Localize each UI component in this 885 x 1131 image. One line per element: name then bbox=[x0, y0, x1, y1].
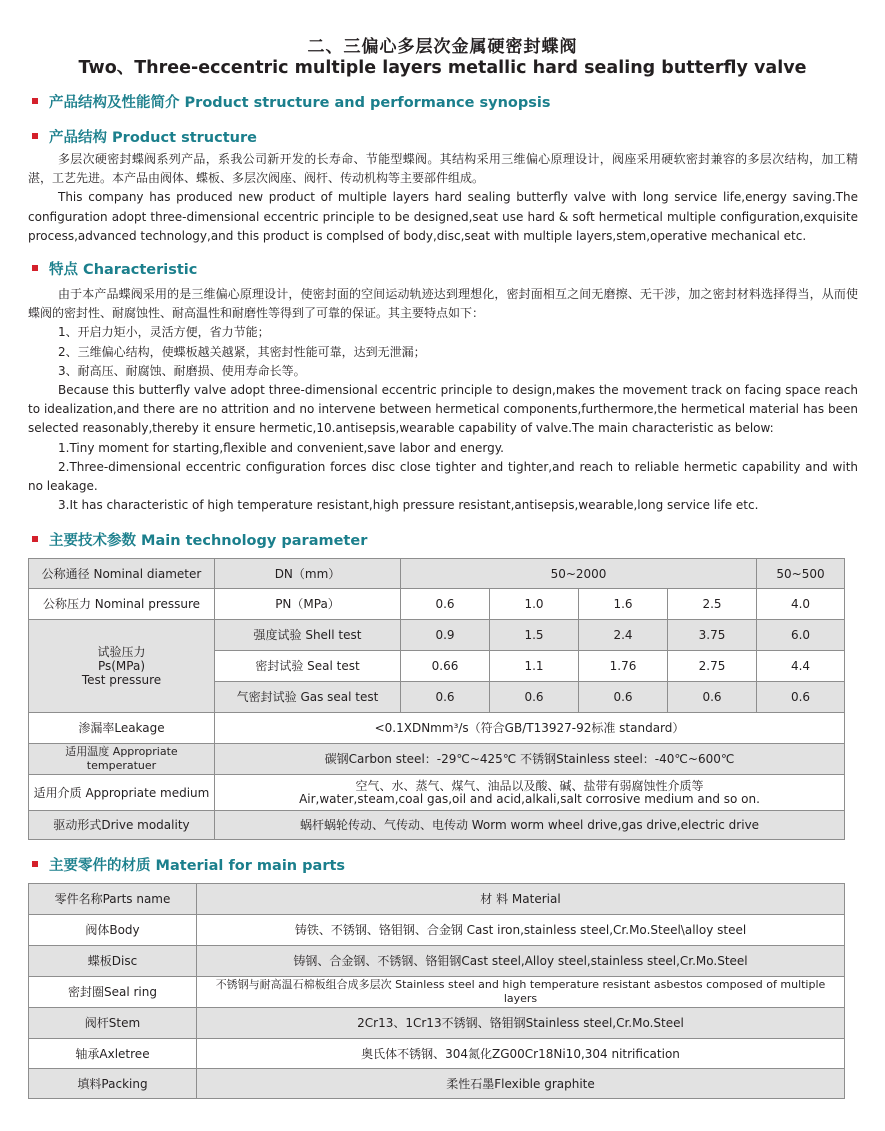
characteristic-item-cn-2: 2、三维偏心结构，使蝶板越关越紧，其密封性能可靠，达到无泄漏； bbox=[58, 344, 426, 359]
table-row bbox=[29, 811, 845, 840]
seal-test-label: 密封试验 Seal test bbox=[215, 651, 401, 682]
part-material-cell: 不锈钢与耐高温石棉板组合成多层次 Stainless steel and high temperature resistant asbestos composed of multiple layers bbox=[197, 977, 845, 1008]
bullet-square-icon bbox=[32, 98, 38, 104]
pn-value-cell: 0.6 bbox=[401, 589, 490, 620]
section-heading-materials-label: 主要零件的材质 Material for main parts bbox=[49, 858, 346, 874]
section-heading-synopsis-label: 产品结构及性能简介 Product structure and performance synopsis bbox=[49, 95, 551, 111]
part-name-cell: 填料Packing bbox=[29, 1069, 197, 1099]
table-row bbox=[29, 1039, 845, 1069]
seal-value-cell: 2.75 bbox=[668, 651, 757, 682]
leakage-label: 渗漏率Leakage bbox=[29, 713, 215, 744]
characteristic-item-en-2: 2.Three-dimensional eccentric configuration forces disc close tighter and tighter,and reach to reliable hermetic capability and with no leakage. bbox=[28, 459, 858, 494]
table-row bbox=[29, 1008, 845, 1039]
pn-value-cell: 4.0 bbox=[757, 589, 845, 620]
seal-value-cell: 1.76 bbox=[579, 651, 668, 682]
pn-value-cell: 2.5 bbox=[668, 589, 757, 620]
medium-value-en: Air,water,steam,coal gas,oil and acid,alkali,salt corrosive medium and so on. bbox=[299, 791, 760, 806]
shell-value-cell: 6.0 bbox=[757, 620, 845, 651]
temperature-value: 碳钢Carbon steel：-29℃~425℃ 不锈钢Stainless steel：-40℃~600℃ bbox=[215, 744, 845, 775]
seal-value-cell: 4.4 bbox=[757, 651, 845, 682]
table-row bbox=[29, 775, 845, 811]
structure-text-cn: 多层次硬密封蝶阀系列产品，系我公司新开发的长寿命、节能型蝶阀。其结构采用三维偏心原理设计，阀座采用硬软密封兼容的多层次结构，加工精湛，工艺先进。本产品由阀体、蝶板、多层次阀座、阀杆、传动机构等主要部件组成。 bbox=[28, 152, 858, 186]
parts-name-header: 零件名称Parts name bbox=[29, 884, 197, 915]
shell-test-label: 强度试验 Shell test bbox=[215, 620, 401, 651]
characteristic-intro-cn: 由于本产品蝶阀采用的是三维偏心原理设计，使密封面的空间运动轨迹达到理想化，密封面相互之间无磨擦、无干涉，加之密封材料选择得当，从而使蝶阀的密封性、耐腐蚀性、耐高温性和耐磨性等得到了可靠的保证。其主要特点如下： bbox=[28, 287, 858, 321]
medium-value bbox=[215, 775, 845, 811]
table-row bbox=[29, 713, 845, 744]
gas-value-cell: 0.6 bbox=[757, 682, 845, 713]
shell-value-cell: 2.4 bbox=[579, 620, 668, 651]
drive-value: 蜗杆蜗轮传动、气传动、电传动 Worm worm wheel drive,gas drive,electric drive bbox=[215, 811, 845, 840]
table-row bbox=[29, 620, 845, 651]
test-pressure-label bbox=[29, 620, 215, 713]
page-title-en: Two、Three-eccentric multiple layers metallic hard sealing butterfly valve bbox=[78, 58, 807, 78]
test-pressure-label-en: Test pressure bbox=[81, 673, 162, 687]
section-heading-materials bbox=[32, 854, 345, 875]
gas-test-label: 气密封试验 Gas seal test bbox=[215, 682, 401, 713]
page-title-cn: 二、三偏心多层次金属硬密封蝶阀 bbox=[307, 37, 578, 57]
pn-value-cell: 1.6 bbox=[579, 589, 668, 620]
pn-value-cell: 1.0 bbox=[490, 589, 579, 620]
part-name-cell: 密封圈Seal ring bbox=[29, 977, 197, 1008]
table-row bbox=[29, 559, 845, 589]
bullet-square-icon bbox=[32, 133, 38, 139]
test-pressure-label-cn: 试验压力 bbox=[97, 645, 146, 659]
structure-text-en: This company has produced new product of multiple layers hard sealing butterfly valve with long service life,energy saving.The configuration adopt three-dimensional eccentric principle to be designed,seat use hard & soft hermetical multiple configuration,exquisite process,advanced technology,and this product is complsed of body,disc,seat with multiple layers,stem,operative mechanical etc. bbox=[28, 190, 858, 243]
shell-value-cell: 0.9 bbox=[401, 620, 490, 651]
bullet-square-icon bbox=[32, 861, 38, 867]
table-row bbox=[29, 884, 845, 915]
temperature-label: 适用温度 Appropriate temperatuer bbox=[29, 744, 215, 775]
gas-value-cell: 0.6 bbox=[579, 682, 668, 713]
medium-value-cn: 空气、水、蒸气、煤气、油品以及酸、碱、盐带有弱腐蚀性介质等 bbox=[355, 778, 704, 793]
part-material-cell: 铸铁、不锈钢、铬钼钢、合金钢 Cast iron,stainless steel,Cr.Mo.Steel\alloy steel bbox=[197, 915, 845, 946]
table-row bbox=[29, 915, 845, 946]
tech-parameter-table bbox=[28, 558, 845, 840]
seal-value-cell: 1.1 bbox=[490, 651, 579, 682]
bullet-square-icon bbox=[32, 536, 38, 542]
structure-paragraph bbox=[28, 150, 858, 246]
part-material-cell: 柔性石墨Flexible graphite bbox=[197, 1069, 845, 1099]
gas-value-cell: 0.6 bbox=[668, 682, 757, 713]
section-heading-tech-params-label: 主要技术参数 Main technology parameter bbox=[49, 533, 368, 549]
dn-unit-cell: DN（mm） bbox=[215, 559, 401, 589]
part-name-cell: 轴承Axletree bbox=[29, 1039, 197, 1069]
shell-value-cell: 3.75 bbox=[668, 620, 757, 651]
part-name-cell: 阀杆Stem bbox=[29, 1008, 197, 1039]
table-row bbox=[29, 977, 845, 1008]
part-name-cell: 阀体Body bbox=[29, 915, 197, 946]
gas-value-cell: 0.6 bbox=[401, 682, 490, 713]
characteristic-item-cn-3: 3、耐高压、耐腐蚀、耐磨损、使用寿命长等。 bbox=[58, 363, 306, 378]
characteristic-paragraph bbox=[28, 285, 858, 515]
section-heading-tech-params bbox=[32, 529, 367, 550]
table-row bbox=[29, 589, 845, 620]
section-heading-characteristic bbox=[32, 258, 197, 279]
characteristic-item-en-3: 3.It has characteristic of high temperature resistant,high pressure resistant,antisepsis,wearable,long service life etc. bbox=[58, 498, 759, 513]
section-heading-characteristic-label: 特点 Characteristic bbox=[49, 262, 198, 278]
section-heading-structure-label: 产品结构 Product structure bbox=[49, 130, 257, 146]
section-heading-synopsis bbox=[32, 91, 550, 112]
table-row bbox=[29, 1069, 845, 1099]
part-material-cell: 2Cr13、1Cr13不锈钢、铬钼钢Stainless steel,Cr.Mo.Steel bbox=[197, 1008, 845, 1039]
section-heading-structure bbox=[32, 126, 257, 147]
pn-unit-cell: PN（MPa） bbox=[215, 589, 401, 620]
test-pressure-label-unit: Ps(MPa) bbox=[97, 659, 146, 673]
characteristic-item-cn-1: 1、开启力矩小，灵活方便，省力节能； bbox=[58, 325, 270, 340]
medium-label: 适用介质 Appropriate medium bbox=[29, 775, 215, 811]
part-name-cell: 蝶板Disc bbox=[29, 946, 197, 977]
material-header: 材 料 Material bbox=[197, 884, 845, 915]
nominal-diameter-label: 公称通径 Nominal diameter bbox=[29, 559, 215, 589]
bullet-square-icon bbox=[32, 265, 38, 271]
characteristic-intro-en: Because this butterfly valve adopt three-dimensional eccentric principle to design,makes the movement track on facing space reach to idealization,and there are no attrition and no intervene between hermetical components,furthermore,the hermetical material has been selected reasonably,thereby it ensure hermetic,10.antisepsis,wearable capability of valve.The main characteristic as below: bbox=[28, 383, 858, 436]
nominal-pressure-label: 公称压力 Nominal pressure bbox=[29, 589, 215, 620]
table-row bbox=[29, 946, 845, 977]
material-table bbox=[28, 883, 845, 1099]
dn-range-cell: 50~2000 bbox=[401, 559, 757, 589]
dn-range-cell: 50~500 bbox=[757, 559, 845, 589]
seal-value-cell: 0.66 bbox=[401, 651, 490, 682]
drive-label: 驱动形式Drive modality bbox=[29, 811, 215, 840]
gas-value-cell: 0.6 bbox=[490, 682, 579, 713]
shell-value-cell: 1.5 bbox=[490, 620, 579, 651]
leakage-value: <0.1XDNmm³/s（符合GB/T13927-92标准 standard） bbox=[215, 713, 845, 744]
part-material-cell: 铸钢、合金钢、不锈钢、铬钼钢Cast steel,Alloy steel,stainless steel,Cr.Mo.Steel bbox=[197, 946, 845, 977]
characteristic-item-en-1: 1.Tiny moment for starting,flexible and convenient,save labor and energy. bbox=[58, 440, 504, 455]
table-row bbox=[29, 744, 845, 775]
part-material-cell: 奥氏体不锈钢、304氮化ZG00Cr18Ni10,304 nitrification bbox=[197, 1039, 845, 1069]
